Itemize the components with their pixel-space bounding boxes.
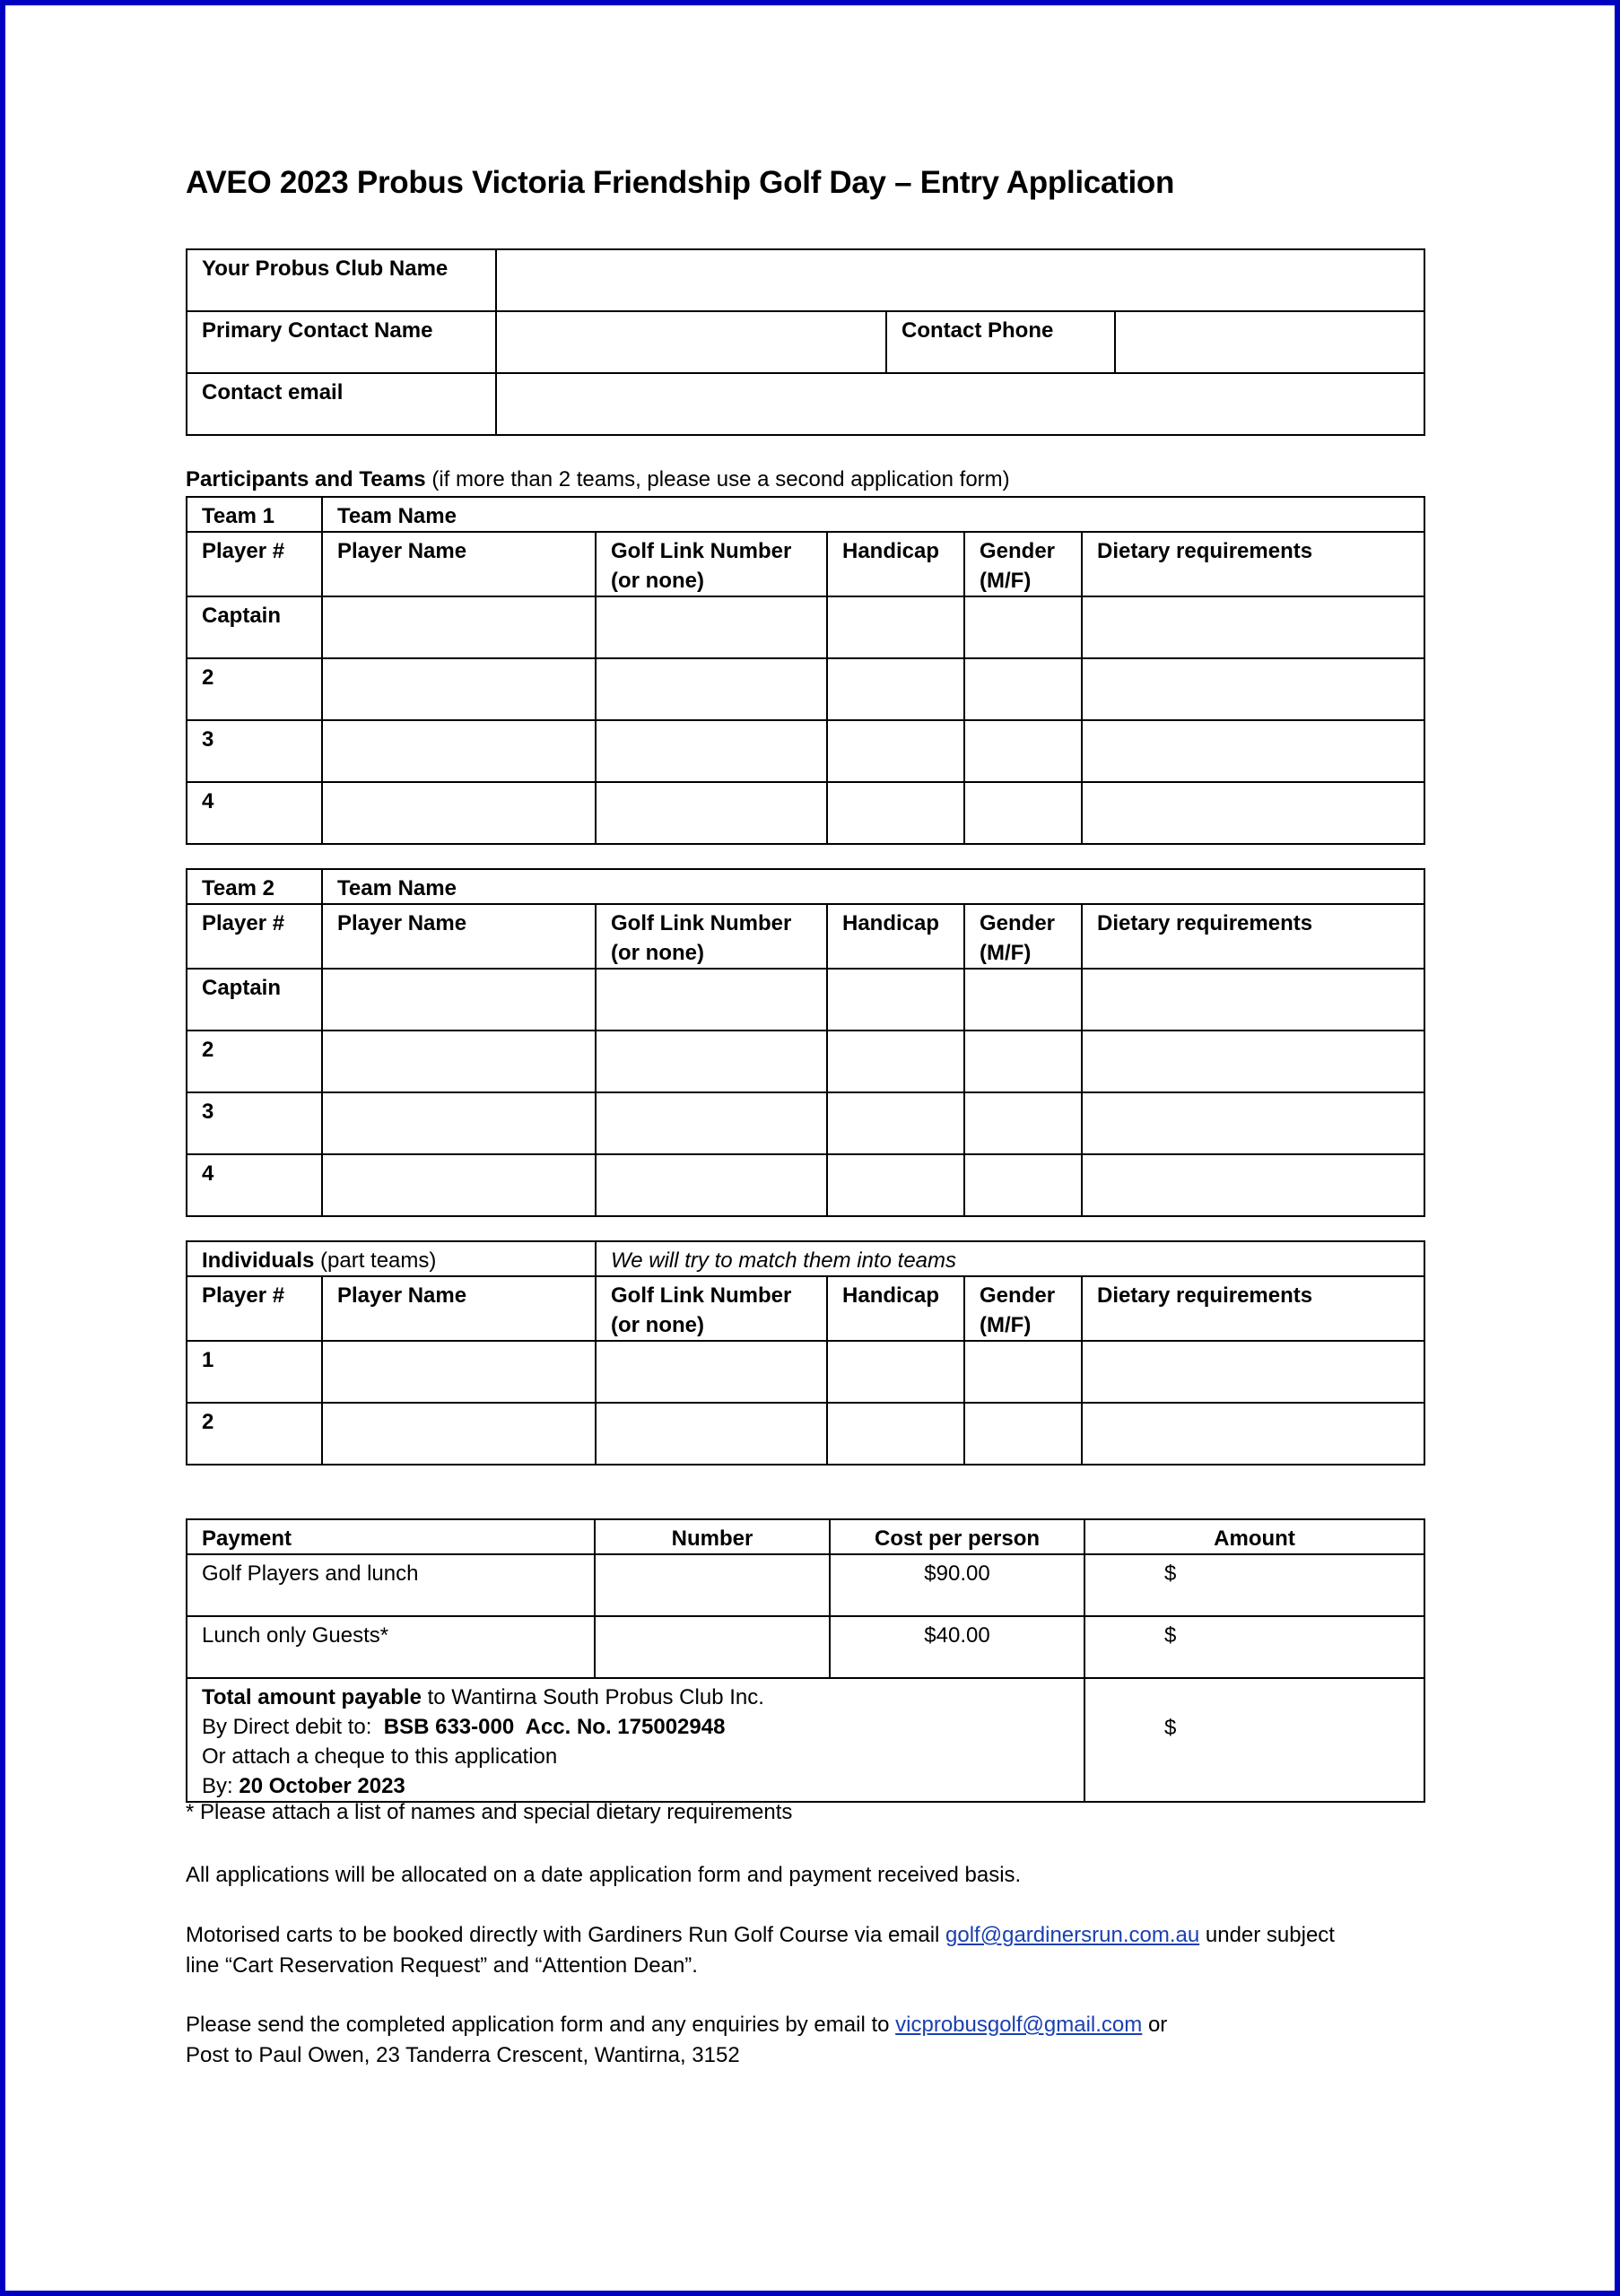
participants-heading-bold: Participants and Teams (186, 467, 426, 491)
table-row (187, 1031, 1424, 1092)
total-line-1: Total amount payable to Wantirna South Probus Club Inc. (202, 1685, 764, 1709)
postal-address: Post to Paul Owen, 23 Tanderra Crescent, Wantirna, 3152 (186, 2043, 740, 2067)
table-row (187, 1154, 1424, 1216)
gender-field[interactable] (964, 596, 1082, 658)
payment-table (186, 1518, 1425, 1803)
payment-item: Golf Players and lunch (187, 1554, 595, 1616)
payment-header-amount: Amount (1084, 1519, 1424, 1554)
player-num: 2 (187, 1403, 322, 1465)
golf-link-field[interactable] (596, 1341, 827, 1403)
table-row (187, 1403, 1424, 1465)
team1-table (186, 496, 1425, 845)
gender-field[interactable] (964, 1092, 1082, 1154)
golf-link-field[interactable] (596, 1403, 827, 1465)
payment-item: Lunch only Guests* (187, 1616, 595, 1678)
col-player-name: Player Name (322, 532, 596, 596)
dietary-field[interactable] (1082, 1154, 1424, 1216)
col-gender: Gender (M/F) (964, 904, 1082, 969)
golf-link-field[interactable] (596, 720, 827, 782)
handicap-field[interactable] (827, 782, 964, 844)
payment-header-number: Number (595, 1519, 830, 1554)
player-name-field[interactable] (322, 1031, 596, 1092)
gender-field[interactable] (964, 658, 1082, 720)
bank-details: By Direct debit to: BSB 633-000 Acc. No. 175002948 (202, 1715, 726, 1739)
col-handicap: Handicap (827, 1276, 964, 1341)
payment-cost: $90.00 (830, 1554, 1084, 1616)
golf-link-field[interactable] (596, 1031, 827, 1092)
handicap-field[interactable] (827, 1341, 964, 1403)
table-row (187, 658, 1424, 720)
team1-name-label: Team Name (337, 504, 457, 528)
player-name-field[interactable] (322, 969, 596, 1031)
player-num: Captain (187, 596, 322, 658)
handicap-field[interactable] (827, 1031, 964, 1092)
col-player-name: Player Name (322, 1276, 596, 1341)
dietary-field[interactable] (1082, 720, 1424, 782)
dietary-field[interactable] (1082, 1341, 1424, 1403)
player-num: 3 (187, 720, 322, 782)
team2-name-field[interactable] (322, 869, 1424, 904)
team2-label: Team 2 (187, 869, 322, 904)
club-name-label: Your Probus Club Name (187, 249, 496, 311)
golf-course-email-link[interactable]: golf@gardinersrun.com.au (945, 1923, 1200, 1947)
payment-cost: $40.00 (830, 1616, 1084, 1678)
payment-amount-field[interactable]: $ (1084, 1554, 1424, 1616)
col-golf-link: Golf Link Number (or none) (596, 904, 827, 969)
col-player-name: Player Name (322, 904, 596, 969)
contact-email-field[interactable] (496, 373, 1424, 435)
handicap-field[interactable] (827, 969, 964, 1031)
golf-link-field[interactable] (596, 1154, 827, 1216)
handicap-field[interactable] (827, 596, 964, 658)
payment-header-item: Payment (187, 1519, 595, 1554)
team1-name-field[interactable] (322, 497, 1424, 532)
col-gender: Gender (M/F) (964, 532, 1082, 596)
dietary-field[interactable] (1082, 969, 1424, 1031)
golf-link-field[interactable] (596, 596, 827, 658)
individuals-table (186, 1240, 1425, 1465)
handicap-field[interactable] (827, 720, 964, 782)
gender-field[interactable] (964, 1154, 1082, 1216)
player-name-field[interactable] (322, 596, 596, 658)
player-name-field[interactable] (322, 720, 596, 782)
col-golf-link: Golf Link Number (or none) (596, 532, 827, 596)
player-name-field[interactable] (322, 1341, 596, 1403)
dietary-field[interactable] (1082, 658, 1424, 720)
enquiries-email-link[interactable]: vicprobusgolf@gmail.com (895, 2013, 1143, 2037)
player-name-field[interactable] (322, 658, 596, 720)
col-gender: Gender (M/F) (964, 1276, 1082, 1341)
col-handicap: Handicap (827, 904, 964, 969)
table-row (187, 596, 1424, 658)
payment-number-field[interactable] (595, 1554, 830, 1616)
player-num: 4 (187, 782, 322, 844)
col-player-num: Player # (187, 1276, 322, 1341)
handicap-field[interactable] (827, 1403, 964, 1465)
total-amount-field[interactable]: $ (1084, 1678, 1424, 1802)
carts-note: Motorised carts to be booked directly with Gardiners Run Golf Course via email golf@gardinersrun.com.au under subject line “Cart Reservation Request” and “Attention Dean”. (186, 1923, 1335, 1978)
cheque-note: Or attach a cheque to this application (202, 1744, 558, 1769)
golf-link-field[interactable] (596, 1092, 827, 1154)
golf-link-field[interactable] (596, 658, 827, 720)
participants-heading (186, 467, 1010, 492)
contact-phone-label: Contact Phone (886, 311, 1115, 373)
team1-label: Team 1 (187, 497, 322, 532)
dietary-field[interactable] (1082, 1031, 1424, 1092)
handicap-field[interactable] (827, 1092, 964, 1154)
col-dietary: Dietary requirements (1082, 532, 1424, 596)
individuals-label: Individuals (part teams) (187, 1241, 596, 1276)
player-name-field[interactable] (322, 782, 596, 844)
page-title: AVEO 2023 Probus Victoria Friendship Golf Day – Entry Application (186, 165, 1175, 200)
contact-email-label: Contact email (187, 373, 496, 435)
allocation-note: All applications will be allocated on a date application form and payment received basis. (186, 1863, 1022, 1887)
player-name-field[interactable] (322, 1154, 596, 1216)
gender-field[interactable] (964, 1403, 1082, 1465)
table-row (187, 969, 1424, 1031)
handicap-field[interactable] (827, 658, 964, 720)
player-num: 2 (187, 1031, 322, 1092)
col-player-num: Player # (187, 904, 322, 969)
due-date: By: 20 October 2023 (202, 1774, 405, 1798)
player-num: 2 (187, 658, 322, 720)
payment-amount-field[interactable]: $ (1084, 1616, 1424, 1678)
footnote: * Please attach a list of names and special dietary requirements (186, 1800, 793, 1824)
contact-phone-field[interactable] (1115, 311, 1424, 373)
table-row (187, 782, 1424, 844)
col-player-num: Player # (187, 532, 322, 596)
gender-field[interactable] (964, 1031, 1082, 1092)
dietary-field[interactable] (1082, 782, 1424, 844)
total-payable-info (187, 1678, 1084, 1802)
dietary-field[interactable] (1082, 1403, 1424, 1465)
table-row (187, 720, 1424, 782)
player-num: 4 (187, 1154, 322, 1216)
golf-link-field[interactable] (596, 969, 827, 1031)
team2-name-label: Team Name (337, 876, 457, 900)
gender-field[interactable] (964, 720, 1082, 782)
player-num: 3 (187, 1092, 322, 1154)
table-row (187, 1554, 1424, 1616)
col-handicap: Handicap (827, 532, 964, 596)
dietary-field[interactable] (1082, 596, 1424, 658)
col-dietary: Dietary requirements (1082, 1276, 1424, 1341)
col-golf-link: Golf Link Number (or none) (596, 1276, 827, 1341)
primary-contact-field[interactable] (496, 311, 886, 373)
send-note: Please send the completed application form and any enquiries by email to vicprobusgolf@gmail.com or Post to Paul Owen, 23 Tanderra Crescent, Wantirna, 3152 (186, 2013, 1168, 2067)
gender-field[interactable] (964, 782, 1082, 844)
contact-table (186, 248, 1425, 436)
club-name-field[interactable] (496, 249, 1424, 311)
payment-number-field[interactable] (595, 1616, 830, 1678)
table-row (187, 1092, 1424, 1154)
team2-table (186, 868, 1425, 1217)
player-num: 1 (187, 1341, 322, 1403)
player-name-field[interactable] (322, 1092, 596, 1154)
gender-field[interactable] (964, 969, 1082, 1031)
participants-heading-note: (if more than 2 teams, please use a second application form) (425, 467, 1010, 491)
player-num: Captain (187, 969, 322, 1031)
payment-header-cost: Cost per person (830, 1519, 1084, 1554)
col-dietary: Dietary requirements (1082, 904, 1424, 969)
player-name-field[interactable] (322, 1403, 596, 1465)
individuals-note: We will try to match them into teams (596, 1241, 1424, 1276)
gender-field[interactable] (964, 1341, 1082, 1403)
table-row (187, 1616, 1424, 1678)
dietary-field[interactable] (1082, 1092, 1424, 1154)
golf-link-field[interactable] (596, 782, 827, 844)
table-row (187, 1341, 1424, 1403)
handicap-field[interactable] (827, 1154, 964, 1216)
primary-contact-label: Primary Contact Name (187, 311, 496, 373)
